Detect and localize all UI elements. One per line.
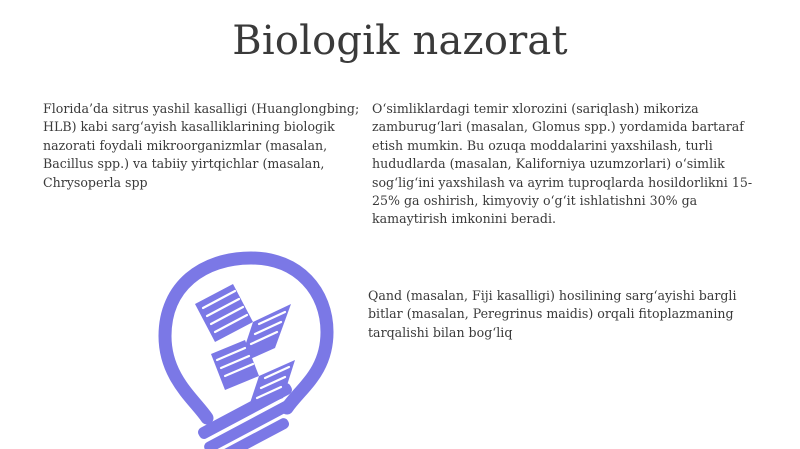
lightbulb-book-icon — [155, 250, 335, 449]
text-block-left: Florida’da sitrus yashil kasalligi (Huanglongbing; HLB) kabi sarg‘ayish kasalliklarining biologik nazorati foydali mikroorganizmlar (masalan, Bacillus spp.) va tabiiy yirtqichlar (masalan, Chrysoperla spp — [43, 101, 360, 190]
slide-title: Biologik nazorat — [232, 18, 568, 64]
text-block-right: O‘simliklardagi temir xlorozini (sariqlash) mikoriza zamburug‘lari (masalan, Glomus spp.) yordamida bartaraf etish mumkin. Bu ozuqa moddalarini yaxshilash, turli hududlarda (masalan, Kaliforniya uzumzorlari) o‘simlik sog‘lig‘ini yaxshilash va ayrim tuproqlarda hosildorlikni 15-25% ga oshirish, kimyoviy o‘g‘it ishlatishni 30% ga kamaytirish imkonini beradi. — [372, 101, 753, 227]
text-block-bottom: Qand (masalan, Fiji kasalligi) hosilining sarg‘ayishi bargli bitlar (masalan, Peregrinus maidis) orqali fitoplazmaning tarqalishi bilan bog‘liq — [368, 288, 737, 340]
